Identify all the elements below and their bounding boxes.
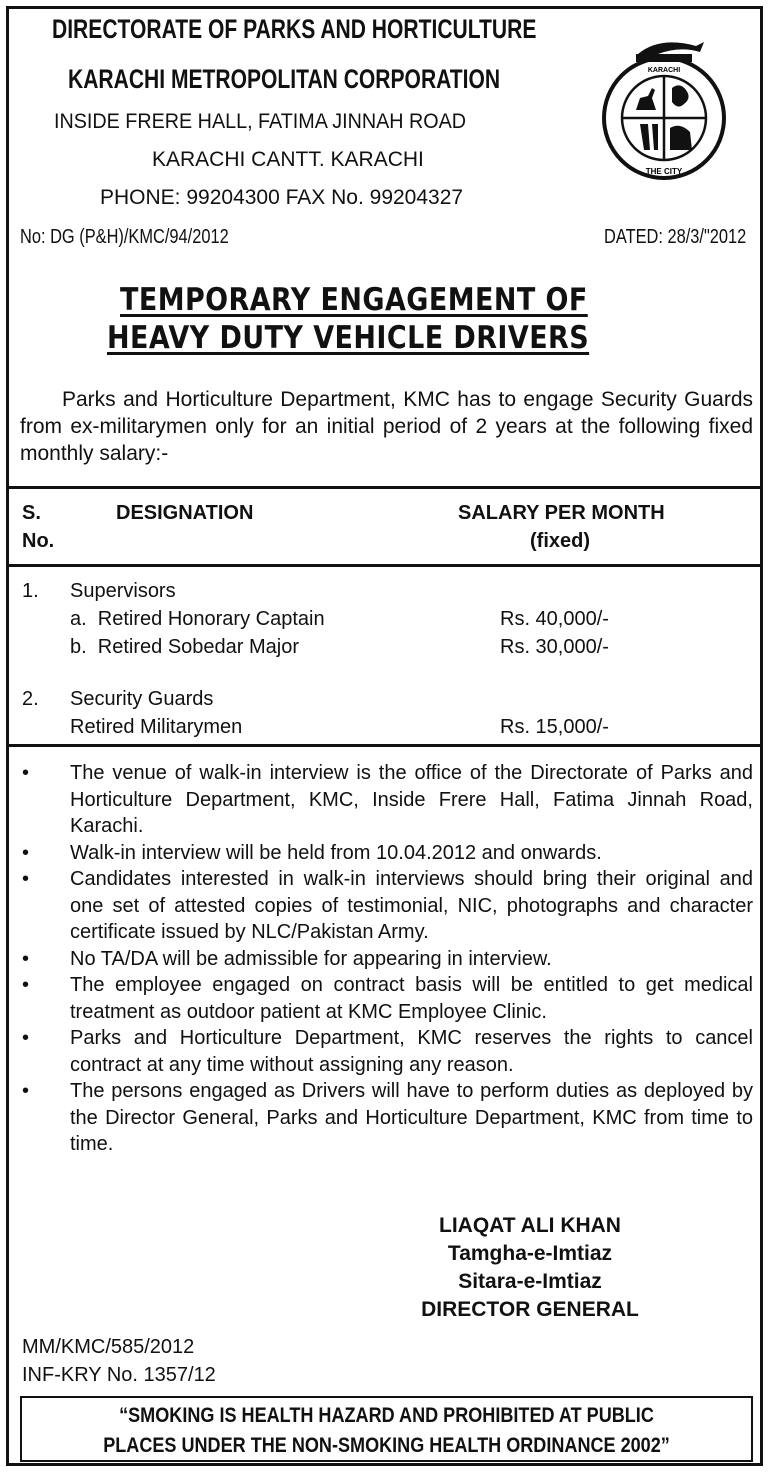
row-1-designation: Supervisors <box>70 580 176 602</box>
list-item: • The employee engaged on contract basis will be entitled to get medical treatment as outdoor patient at KMC Employee Clinic. <box>22 972 753 1025</box>
col-header-sno: S. <box>22 502 41 524</box>
list-item: • No TA/DA will be admissible for appearing in interview. <box>22 946 753 973</box>
conditions-list <box>22 760 753 1158</box>
list-item: • The venue of walk-in interview is the office of the Directorate of Parks and Horticulture Department, KMC, Inside Frere Hall, Fatima Jinnah Road, Karachi. <box>22 760 753 840</box>
row-2a-designation: Retired Militarymen <box>70 716 243 738</box>
intro-paragraph: Parks and Horticulture Department, KMC has to engage Security Guards from ex-militarymen only for an initial period of 2 years at the following fixed monthly salary:- <box>20 388 753 465</box>
address-line-2: KARACHI CANTT. KARACHI <box>152 148 424 171</box>
list-item: • The persons engaged as Drivers will have to perform duties as deployed by the Director General, Parks and Horticulture Department, KMC from time to time. <box>22 1078 753 1158</box>
notice-line-1: “SMOKING IS HEALTH HAZARD AND PROHIBITED AT PUBLIC <box>119 1404 654 1427</box>
col-header-salary: SALARY PER MONTH <box>458 502 665 524</box>
footer-ref-2: INF-KRY No. 1357/12 <box>22 1364 216 1386</box>
list-item: • Parks and Horticulture Department, KMC reserves the rights to cancel contract at any time without assigning any reason. <box>22 1025 753 1078</box>
signatory-designation: DIRECTOR GENERAL <box>421 1298 639 1321</box>
page-title-line-1: TEMPORARY ENGAGEMENT OF <box>120 282 588 318</box>
signatory-award-2: Sitara-e-Imtiaz <box>458 1270 602 1293</box>
svg-text:THE CITY: THE CITY <box>645 167 683 176</box>
kmc-seal-icon <box>600 32 728 182</box>
signatory-name: LIAQAT ALI KHAN <box>439 1214 621 1237</box>
contact-line: PHONE: 99204300 FAX No. 99204327 <box>100 186 464 209</box>
col-header-sno-2: No. <box>22 530 55 552</box>
table-bottom-divider <box>6 744 763 747</box>
row-1-sno: 1. <box>22 580 39 602</box>
no-smoking-notice <box>20 1396 753 1462</box>
row-1a-salary: Rs. 40,000/- <box>500 608 609 630</box>
row-1a-designation: a. Retired Honorary Captain <box>70 608 325 630</box>
row-1b-designation: b. Retired Sobedar Major <box>70 636 300 658</box>
notice-line-2: PLACES UNDER THE NON-SMOKING HEALTH ORDINANCE 2002” <box>103 1434 670 1457</box>
row-2-designation: Security Guards <box>70 688 214 710</box>
signatory-award-1: Tamgha-e-Imtiaz <box>447 1242 613 1265</box>
table-top-divider <box>6 486 763 489</box>
table-header-divider <box>6 564 763 567</box>
list-item: • Walk-in interview will be held from 10.04.2012 and onwards. <box>22 840 753 867</box>
date: DATED: 28/3/"2012 <box>604 226 747 248</box>
row-2-sno: 2. <box>22 688 39 710</box>
row-1b-salary: Rs. 30,000/- <box>500 636 609 658</box>
col-header-designation: DESIGNATION <box>116 502 254 524</box>
org-corporation: KARACHI METROPOLITAN CORPORATION <box>68 64 501 94</box>
col-header-salary-fixed: (fixed) <box>530 530 590 552</box>
footer-ref-1: MM/KMC/585/2012 <box>22 1336 195 1358</box>
address-line-1: INSIDE FRERE HALL, FATIMA JINNAH ROAD <box>54 110 467 133</box>
reference-number: No: DG (P&H)/KMC/94/2012 <box>20 226 229 248</box>
page-title-line-2: HEAVY DUTY VEHICLE DRIVERS <box>107 320 590 356</box>
org-name: DIRECTORATE OF PARKS AND HORTICULTURE <box>52 14 537 44</box>
row-2a-salary: Rs. 15,000/- <box>500 716 609 738</box>
list-item: • Candidates interested in walk-in interviews should bring their original and one set of attested copies of testimonial, NIC, photographs and character certificate issued by NLC/Pakistan Army. <box>22 866 753 946</box>
svg-text:KARACHI: KARACHI <box>647 67 681 74</box>
signature-block <box>400 1212 660 1324</box>
